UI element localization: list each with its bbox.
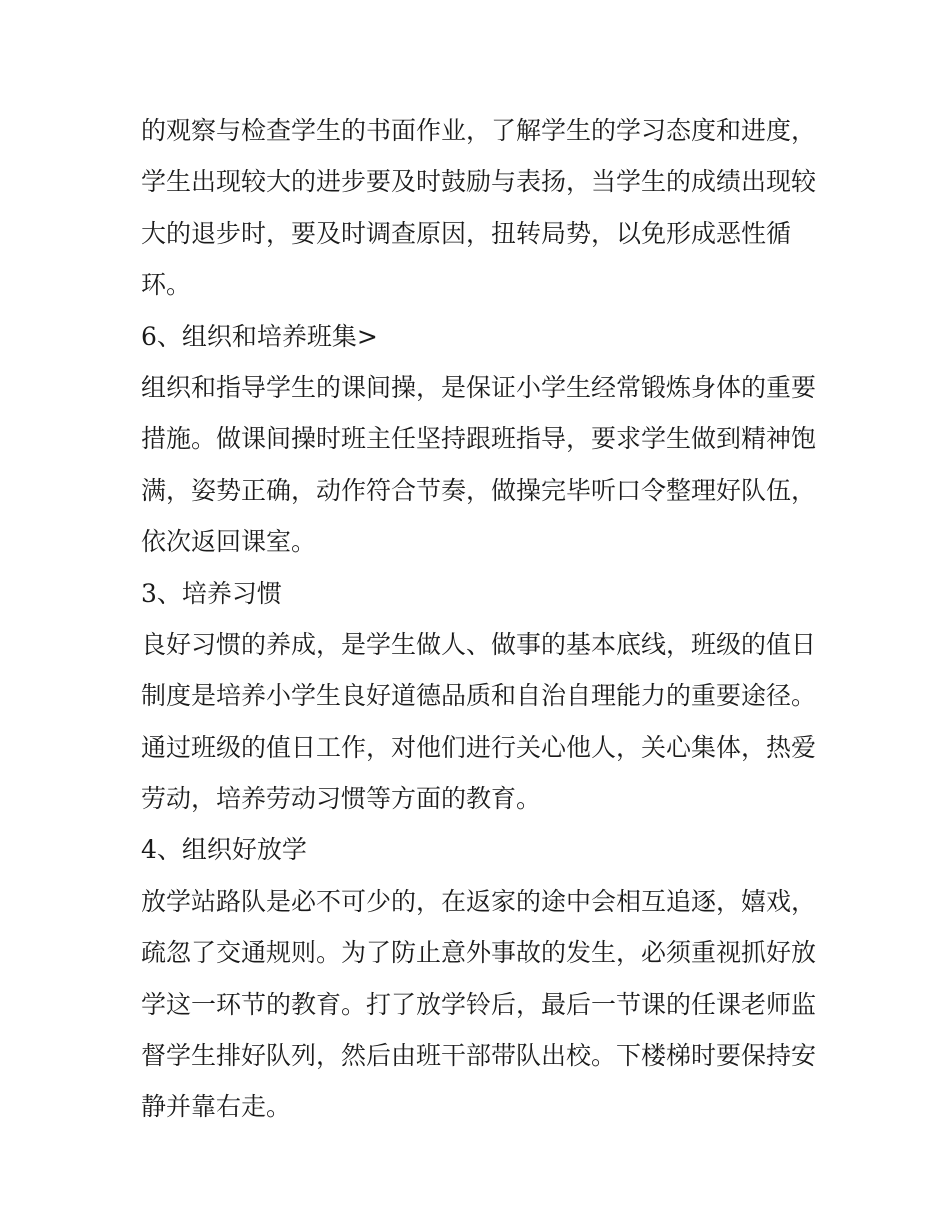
section-heading: 4、组织好放学: [141, 835, 307, 865]
text-line: 满，姿势正确，动作符合节奏，做操完毕听口令整理好队伍，: [141, 475, 817, 505]
text-line: 措施。做课间操时班主任坚持跟班指导，要求学生做到精神饱: [141, 424, 817, 454]
text-line: 组织和指导学生的课间操，是保证小学生经常锻炼身体的重要: [141, 372, 817, 402]
section-heading: 6、组织和培养班集>: [141, 321, 378, 351]
text-line: 学生出现较大的进步要及时鼓励与表扬，当学生的成绩出现较: [141, 167, 817, 197]
document-body: [141, 105, 821, 1133]
text-line: 督学生排好队列，然后由班干部带队出校。下楼梯时要保持安: [141, 1041, 817, 1071]
text-line: 良好习惯的养成，是学生做人、做事的基本底线，班级的值日: [141, 629, 817, 659]
text-line: 制度是培养小学生良好道德品质和自治自理能力的重要途径。: [141, 681, 817, 711]
text-line: 的观察与检查学生的书面作业，了解学生的学习态度和进度，: [141, 116, 817, 145]
text-line: 学这一环节的教育。打了放学铃后，最后一节课的任课老师监: [141, 989, 817, 1019]
text-line: 通过班级的值日工作，对他们进行关心他人，关心集体，热爱: [141, 732, 817, 762]
text-line: 劳动，培养劳动习惯等方面的教育。: [141, 784, 542, 814]
text-line: 静并靠右走。: [141, 1092, 292, 1122]
text-line: 疏忽了交通规则。为了防止意外事故的发生，必须重视抓好放: [141, 938, 817, 968]
text-line: 依次返回课室。: [141, 527, 317, 557]
text-line: 环。: [141, 270, 192, 300]
section-heading: 3、培养习惯: [141, 578, 282, 608]
text-line: 放学站路队是必不可少的，在返家的途中会相互追逐，嬉戏，: [141, 886, 817, 916]
text-line: 大的退步时，要及时调查原因，扭转局势，以免形成恶性循: [141, 218, 792, 248]
